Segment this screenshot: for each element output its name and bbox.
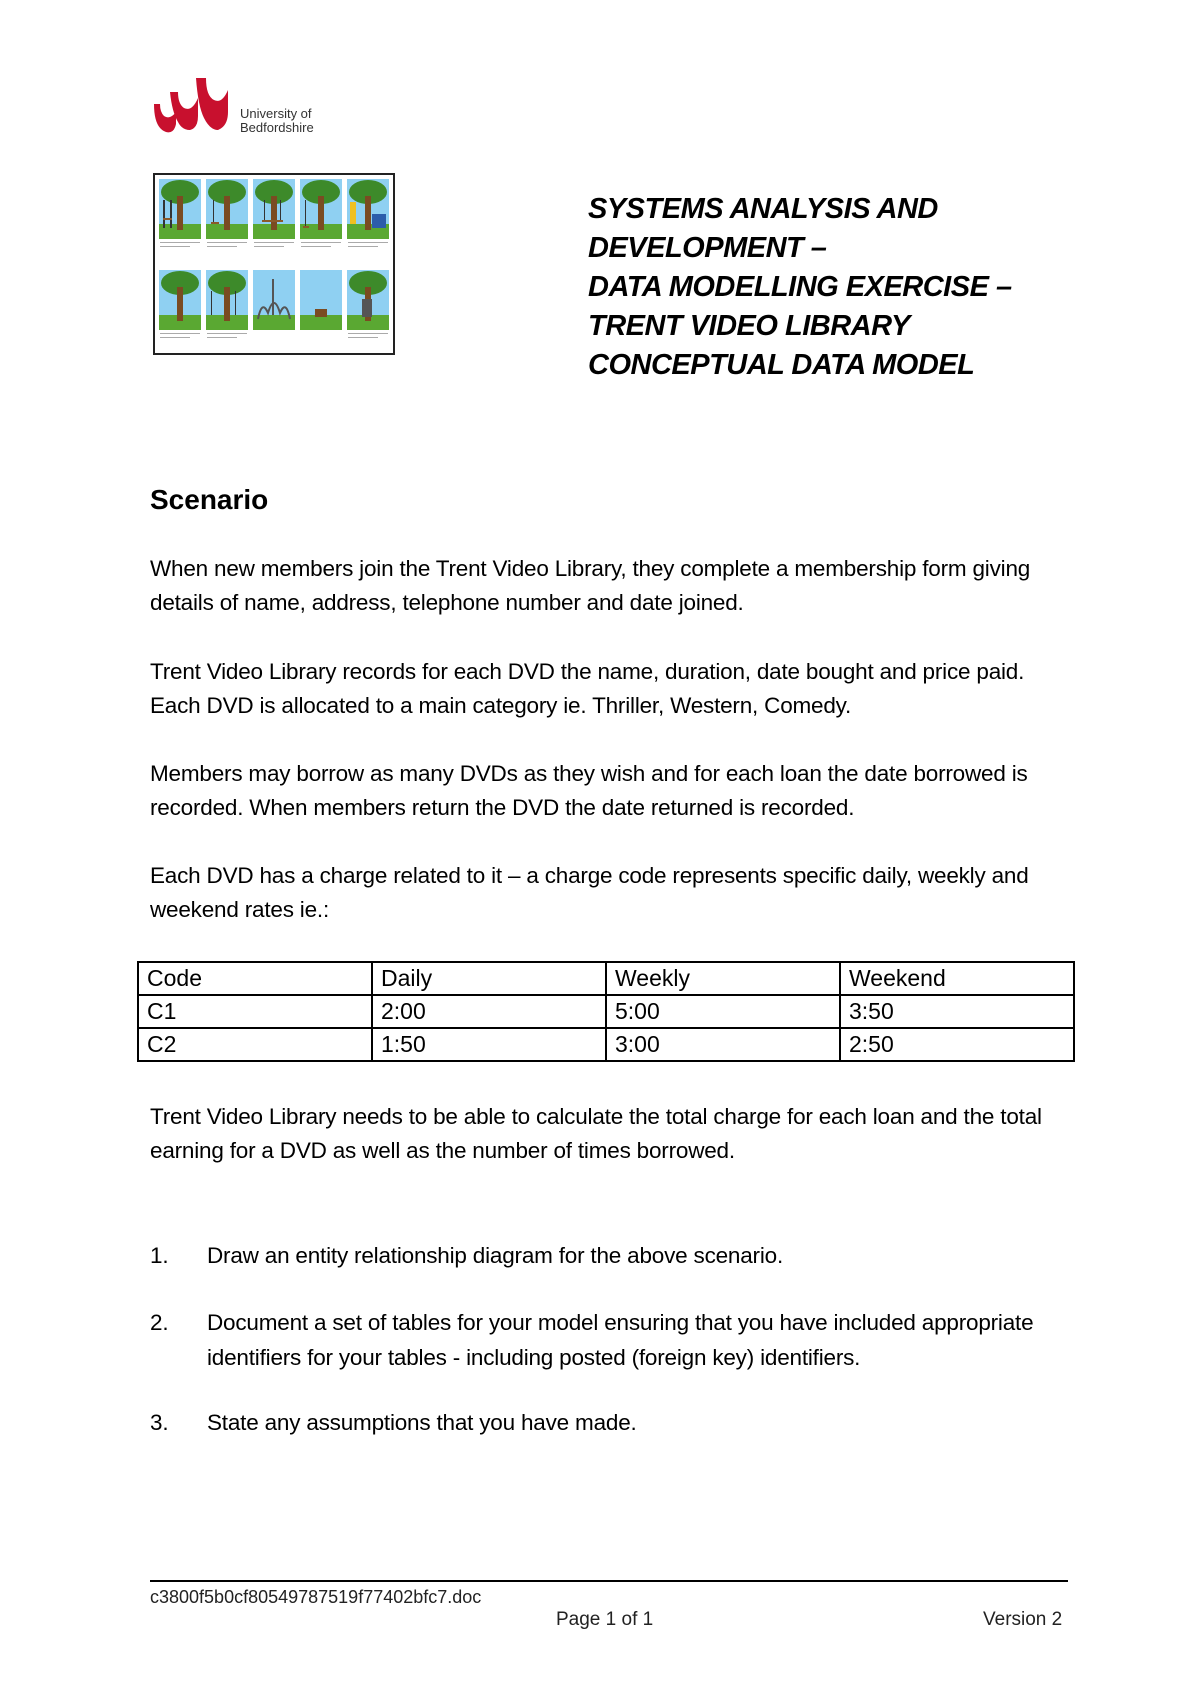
question-number: 2. [150,1310,169,1335]
table-cell: 5:00 [606,995,840,1028]
table-header-cell: Weekend [840,962,1074,995]
question-number: 1. [150,1243,169,1268]
paragraph-charges: Each DVD has a charge related to it – a charge code represents specific daily, weekly and weekend rates ie.: [150,863,1029,922]
footer-page-number: Page 1 of 1 [556,1609,654,1630]
title-line-1: SYSTEMS ANALYSIS AND [588,193,938,225]
table-cell: C1 [138,995,372,1028]
table-header-row [138,962,1074,995]
question-text: Draw an entity relationship diagram for the above scenario. [207,1243,784,1268]
table-cell: 1:50 [372,1028,606,1061]
title-line-2: DEVELOPMENT – [588,232,827,264]
table-cell: 3:50 [840,995,1074,1028]
question-number: 3. [150,1410,169,1435]
charge-rates-table [137,961,1075,1062]
tree-swing-comic-image [153,173,395,355]
paragraph-calculations: Trent Video Library needs to be able to calculate the total charge for each loan and the total earning for a DVD as well as the number of times borrowed. [150,1104,1042,1163]
table-header-cell: Daily [372,962,606,995]
university-name [240,107,314,135]
title-line-4: TRENT VIDEO LIBRARY [588,310,910,342]
table-cell: 2:00 [372,995,606,1028]
footer-version: Version 2 [983,1609,1063,1630]
table-header-cell: Weekly [606,962,840,995]
logo-text-line2: Bedfordshire [240,120,314,135]
title-line-3: DATA MODELLING EXERCISE – [588,271,1012,303]
table-row [138,995,1074,1028]
logo-mark-icon [152,76,232,138]
logo-text-line1: University of [240,106,312,121]
title-line-5: CONCEPTUAL DATA MODEL [588,349,975,381]
scenario-heading: Scenario [150,484,269,515]
comic-panels [155,175,393,353]
question-text: State any assumptions that you have made. [207,1410,637,1435]
question-text: Document a set of tables for your model ensuring that you have included appropriate identifiers for your tables - including posted (foreign key) identifiers. [207,1310,1034,1370]
paragraph-loans: Members may borrow as many DVDs as they wish and for each loan the date borrowed is recorded. When members return the DVD the date returned is recorded. [150,761,1028,820]
document-title [588,190,1068,385]
table-header-cell: Code [138,962,372,995]
table-cell: C2 [138,1028,372,1061]
footer-filename: c3800f5b0cf80549787519f77402bfc7.doc [150,1587,482,1607]
footer-divider [150,1580,1068,1582]
table-row [138,1028,1074,1061]
table-cell: 2:50 [840,1028,1074,1061]
table-cell: 3:00 [606,1028,840,1061]
paragraph-membership: When new members join the Trent Video Library, they complete a membership form giving details of name, address, telephone number and date joined. [150,556,1031,615]
paragraph-dvd-records: Trent Video Library records for each DVD the name, duration, date bought and price paid. Each DVD is allocated to a main category ie. Thriller, Western, Comedy. [150,659,1025,718]
